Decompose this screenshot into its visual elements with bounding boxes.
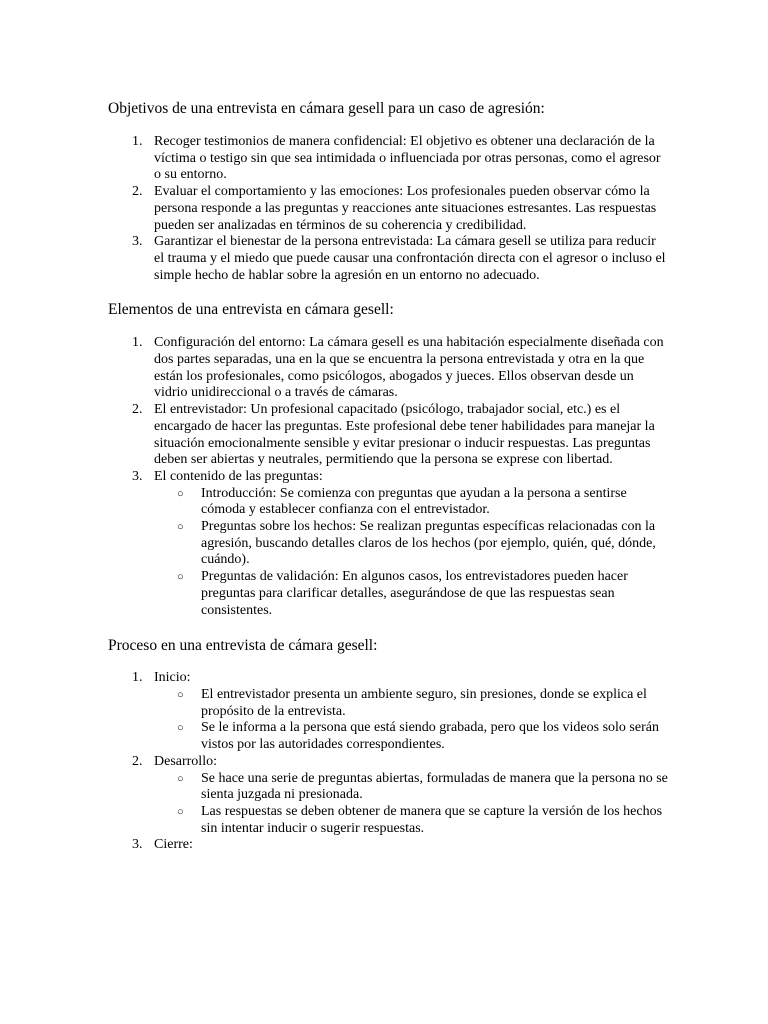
list-item [108, 837, 668, 854]
document-page [108, 99, 668, 854]
list-item [108, 469, 668, 619]
list-item-text: Desarrollo: [154, 753, 217, 769]
list-number: 2. [132, 753, 143, 769]
list-item-text: El contenido de las preguntas: [154, 468, 323, 484]
list-item-text: Recoger testimonios de manera confidencial: El objetivo es obtener una declaración de la víctima o testigo sin que sea intimidada o influenciada por otras personas, como el agresor o su entorno. [154, 134, 661, 183]
sub-list [154, 771, 668, 838]
section-heading-elementos: Elementos de una entrevista en cámara gesell: [108, 301, 394, 319]
sub-list-item [154, 569, 668, 619]
list-number: 2. [132, 184, 143, 200]
list-item [108, 335, 668, 402]
proceso-list [108, 670, 668, 854]
sub-list-item-text: Se hace una serie de preguntas abiertas, formuladas de manera que la persona no se sienta juzgada ni presionada. [201, 770, 668, 803]
list-number: 3. [132, 837, 143, 853]
section-heading-objetivos: Objetivos de una entrevista en cámara gesell para un caso de agresión: [108, 100, 545, 117]
list-item-text: Garantizar el bienestar de la persona entrevistada: La cámara gesell se utiliza para reducir el trauma y el miedo que puede causar una confrontación directa con el agresor o incluso el simple hecho de hablar sobre la agresión en un entorno no adecuado. [154, 234, 666, 283]
objetivos-list [108, 134, 668, 284]
list-item [108, 234, 668, 284]
circle-bullet-icon: ○ [177, 772, 184, 785]
circle-bullet-icon: ○ [177, 571, 184, 584]
sub-list-item [154, 486, 668, 519]
sub-list-item [154, 687, 668, 720]
elementos-list [108, 335, 668, 619]
list-item [108, 670, 668, 754]
section-heading-proceso: Proceso en una entrevista de cámara gesell: [108, 637, 378, 655]
list-item [108, 184, 668, 234]
list-item-text: Inicio: [154, 670, 191, 686]
sub-list [154, 687, 668, 754]
sub-list-item-text: Se le informa a la persona que está siendo grabada, pero que los videos solo serán vistos por las autoridades correspondientes. [201, 720, 659, 753]
list-number: 1. [132, 670, 143, 686]
list-item-text: Cierre: [154, 837, 193, 853]
list-number: 2. [132, 402, 143, 418]
list-number: 3. [132, 234, 143, 250]
list-item-text: Evaluar el comportamiento y las emociones: Los profesionales pueden observar cómo la persona responde a las preguntas y reacciones ante situaciones estresantes. Las respuestas pueden ser analizadas en términos de su coherencia y credibilidad. [154, 184, 657, 233]
list-item [108, 754, 668, 838]
circle-bullet-icon: ○ [177, 722, 184, 735]
sub-list-item-text: Las respuestas se deben obtener de manera que se capture la versión de los hechos sin intentar inducir o sugerir respuestas. [201, 803, 663, 836]
list-item [108, 402, 668, 469]
sub-list-item [154, 771, 668, 804]
sub-list-item-text: Preguntas de validación: En algunos casos, los entrevistadores pueden hacer preguntas para clarificar detalles, asegurándose de que las respuestas sean consistentes. [201, 569, 628, 618]
sub-list [154, 486, 668, 620]
sub-list-item [154, 519, 668, 569]
sub-list-item-text: Introducción: Se comienza con preguntas que ayudan a la persona a sentirse cómoda y establecer confianza con el entrevistador. [201, 485, 627, 518]
sub-list-item [154, 804, 668, 837]
list-item-text: Configuración del entorno: La cámara gesell es una habitación especialmente diseñada con dos partes separadas, una en la que se encuentra la persona entrevistada y otra en la que están los profesionales, como psicólogos, abogados y jueces. Ellos observan desde un vidrio unidireccional o a través de cámaras. [154, 335, 664, 401]
list-number: 1. [132, 335, 143, 351]
circle-bullet-icon: ○ [177, 487, 184, 500]
circle-bullet-icon: ○ [177, 521, 184, 534]
sub-list-item [154, 720, 668, 753]
sub-list-item-text: Preguntas sobre los hechos: Se realizan preguntas específicas relacionadas con la agresión, buscando detalles claros de los hechos (por ejemplo, quién, qué, dónde, cuándo). [201, 519, 656, 568]
circle-bullet-icon: ○ [177, 805, 184, 818]
list-number: 3. [132, 468, 143, 484]
list-item [108, 134, 668, 184]
sub-list-item-text: El entrevistador presenta un ambiente seguro, sin presiones, donde se explica el propósito de la entrevista. [201, 686, 647, 719]
circle-bullet-icon: ○ [177, 688, 184, 701]
list-item-text: El entrevistador: Un profesional capacitado (psicólogo, trabajador social, etc.) es el encargado de hacer las preguntas. Este profesional debe tener habilidades para manejar la situación emocionalmente sensible y evitar presionar o inducir respuestas. Las preguntas deben ser abiertas y neutrales, permitiendo que la persona se exprese con libertad. [154, 402, 655, 468]
list-number: 1. [132, 134, 143, 149]
